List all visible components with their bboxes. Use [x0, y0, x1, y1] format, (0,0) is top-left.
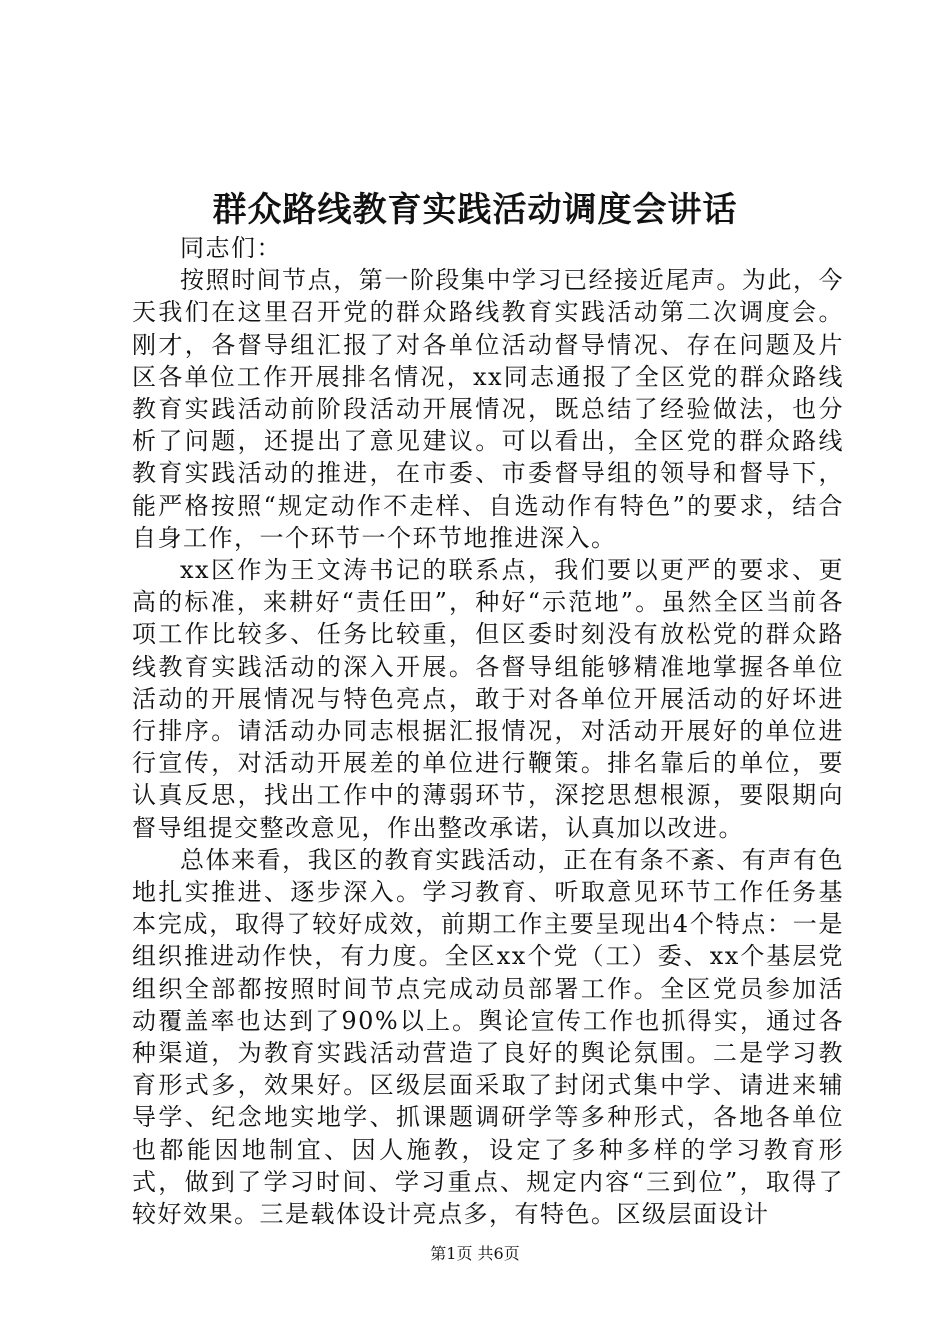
document-title: 群众路线教育实践活动调度会讲话	[212, 190, 738, 230]
paragraph-2: xx区作为王文涛书记的联系点，我们要以更严的要求、更高的标准，来耕好“责任田”，种好“示范地”。虽然全区当前各项工作比较多、任务比较重，但区委时刻没有放松党的群众路线教育实践活动的深入开展。各督导组能够精准地掌握各单位活动的开展情况与特色亮点，敢于对各单位开展活动的好坏进行排序。请活动办同志根据汇报情况，对活动开展好的单位进行宣传，对活动开展差的单位进行鞭策。排名靠后的单位，要认真反思，找出工作中的薄弱环节，深挖思想根源，要限期向督导组提交整改意见，作出整改承诺，认真加以改进。	[132, 556, 844, 842]
paragraph-3: 总体来看，我区的教育实践活动，正在有条不紊、有声有色地扎实推进、逐步深入。学习教育、听取意见环节工作任务基本完成，取得了较好成效，前期工作主要呈现出4个特点：一是组织推进动作快，有力度。全区xx个党（工）委、xx个基层党组织全部都按照时间节点完成动员部署工作。全区党员参加活动覆盖率也达到了90%以上。舆论宣传工作也抓得实，通过各种渠道，为教育实践活动营造了良好的舆论氛围。二是学习教育形式多，效果好。区级层面采取了封闭式集中学、请进来辅导学、纪念地实地学、抓课题调研学等多种形式，各地各单位也都能因地制宜、因人施教，设定了多种多样的学习教育形式，做到了学习时间、学习重点、规定内容“三到位”，取得了较好效果。三是载体设计亮点多，有特色。区级层面设计	[132, 845, 844, 1229]
paragraph-1: 按照时间节点，第一阶段集中学习已经接近尾声。为此，今天我们在这里召开党的群众路线教育实践活动第二次调度会。刚才，各督导组汇报了对各单位活动督导情况、存在问题及片区各单位工作开展排名情况，xx同志通报了全区党的群众路线教育实践活动前阶段活动开展情况，既总结了经验做法，也分析了问题，还提出了意见建议。可以看出，全区党的群众路线教育实践活动的推进，在市委、市委督导组的领导和督导下，能严格按照“规定动作不走样、自选动作有特色”的要求，结合自身工作，一个环节一个环节地推进深入。	[132, 266, 844, 552]
page-footer: 第1页 共6页	[430, 1244, 520, 1263]
salutation: 同志们：	[180, 234, 282, 262]
document-body	[132, 232, 844, 1230]
